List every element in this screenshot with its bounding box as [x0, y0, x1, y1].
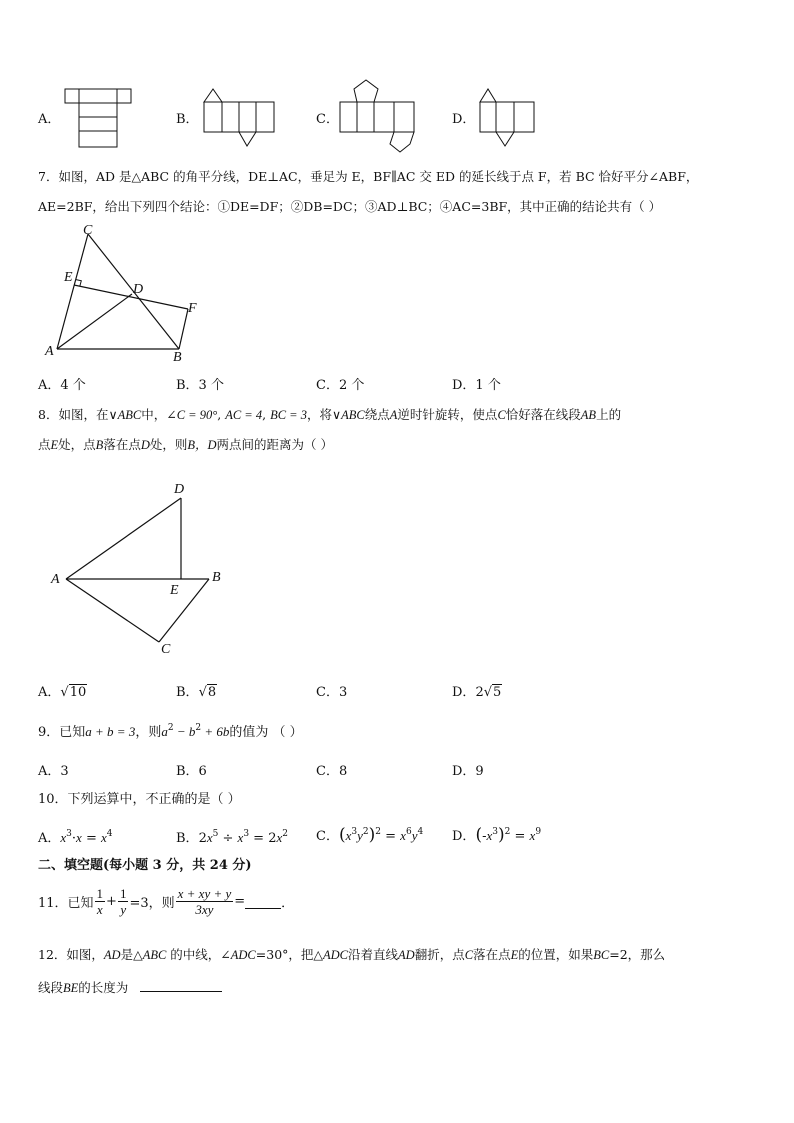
- q10-option-d[interactable]: D．$(-x^3)^2 = x^9$: [452, 825, 542, 845]
- q10-option-c[interactable]: C．$(x^3y^2)^2 = x^6y^4$: [316, 825, 424, 845]
- cube-net-b-icon: [200, 86, 278, 150]
- q11-frac-1x: $\frac{1}{x}$: [96, 886, 104, 917]
- q8-label-D: D: [174, 482, 185, 497]
- q7-option-a[interactable]: A．4 个: [38, 378, 86, 393]
- cube-net-d-icon: [477, 86, 537, 150]
- q8-figure: [46, 478, 236, 658]
- q11-stem: 11．已知 $\frac{1}{x}$ + $\frac{1}{y}$ =3，则 $\frac{x + xy + y}{3xy}$ = ．: [38, 886, 295, 917]
- q7-label-A: A: [45, 344, 54, 359]
- q12-answer-blank[interactable]: [140, 977, 222, 992]
- q6-option-b[interactable]: B．: [176, 112, 199, 127]
- q10-option-a[interactable]: A．$x^3\cdot x = x^4$: [38, 829, 113, 846]
- q7-stem-line2: AE=2BF，给出下列四个结论：①DE=DF；②DB=DC；③AD⊥BC；④AC=3BF，其中正确的结论共有（ ）: [38, 199, 662, 214]
- q7-label-E: E: [64, 270, 73, 285]
- q7-figure: [40, 222, 210, 364]
- q7-stem-line1: 7．如图，AD 是△ABC 的角平分线，DE⊥AC，垂足为 E，BF∥AC 交 ED 的延长线于点 F，若 BC 恰好平分∠ABF，: [38, 169, 699, 184]
- cube-net-a-icon: [62, 88, 134, 150]
- q11-frac-1y: $\frac{1}{y}$: [119, 886, 127, 917]
- q8-option-d[interactable]: D．2√5: [452, 685, 502, 700]
- q7-label-F: F: [188, 301, 197, 316]
- q7-option-b[interactable]: B．3 个: [176, 378, 224, 393]
- q8-label-A: A: [51, 572, 60, 587]
- q8-option-c[interactable]: C．3: [316, 685, 348, 700]
- q11-frac-expr: $\frac{x + xy + y}{3xy}$: [177, 886, 232, 917]
- q11-answer-blank[interactable]: [245, 894, 281, 909]
- q6-option-a[interactable]: A．: [38, 112, 61, 127]
- q6-option-d[interactable]: D．: [452, 112, 476, 127]
- q9-option-b[interactable]: B．6: [176, 764, 207, 779]
- q10-stem: 10．下列运算中，不正确的是（ ）: [38, 792, 241, 807]
- q7-label-C: C: [83, 223, 93, 238]
- cube-net-c-icon: [338, 78, 418, 154]
- q10-option-b[interactable]: B．$2x^5 \div x^3 = 2x^2$: [176, 829, 288, 846]
- q8-option-b[interactable]: B．√8: [176, 685, 217, 700]
- q8-stem-line2: 点E处，点B落在点D处，则B，D两点间的距离为（ ）: [38, 437, 334, 452]
- q12-stem-line1: 12．如图，AD是△ABC 的中线，∠ADC=30°，把△ADC沿着直线AD翻折，点C落在点E的位置，如果BC=2，那么: [38, 947, 666, 962]
- q7-label-B: B: [173, 350, 182, 364]
- q7-label-D: D: [133, 282, 144, 297]
- q7-option-c[interactable]: C．2 个: [316, 378, 365, 393]
- section-heading: 二、填空题(每小题 3 分，共 24 分): [38, 858, 252, 873]
- q9-option-a[interactable]: A．3: [38, 764, 69, 779]
- q12-stem-line2: 线段BE的长度为: [38, 977, 222, 997]
- q9-option-c[interactable]: C．8: [316, 764, 348, 779]
- q8-label-C: C: [161, 642, 171, 657]
- q8-label-B: B: [212, 570, 221, 585]
- q6-option-c[interactable]: C．: [316, 112, 339, 127]
- q8-stem-line1: 8．如图，在∨ABC中，∠C = 90°, AC = 4, BC = 3，将∨ABC绕点A逆时针旋转，使点C恰好落在线段AB上的: [38, 407, 622, 422]
- q7-option-d[interactable]: D．1 个: [452, 378, 501, 393]
- q9-option-d[interactable]: D．9: [452, 764, 484, 779]
- q8-label-E: E: [170, 583, 179, 598]
- q9-stem: 9．已知a + b = 3，则$a^2 - b^2 + 6b$的值为 （ ）: [38, 723, 303, 740]
- q8-option-a[interactable]: A．√10: [38, 685, 87, 700]
